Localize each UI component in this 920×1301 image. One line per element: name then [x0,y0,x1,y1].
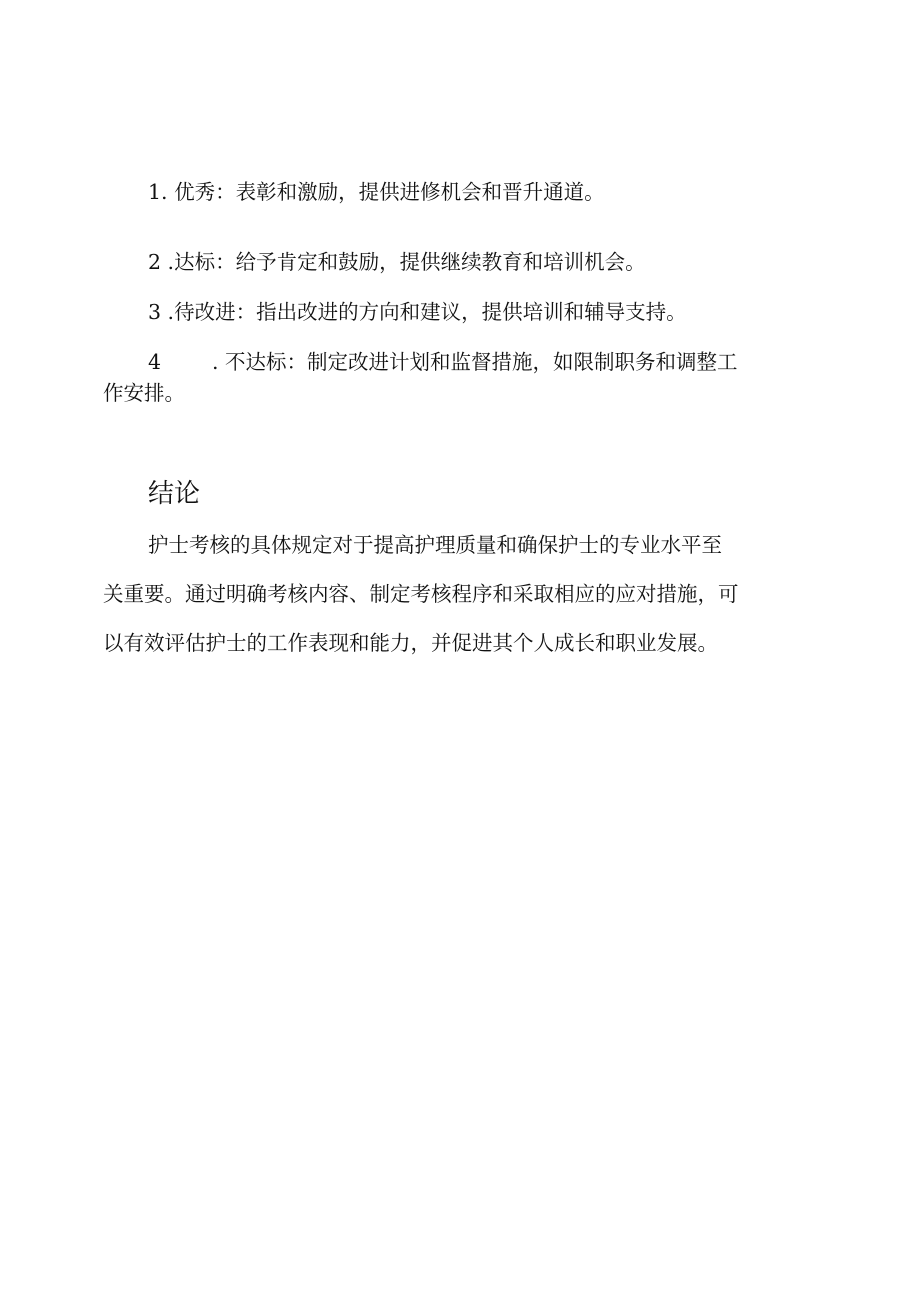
list-item-excellent: 1. 优秀：表彰和激励，提供进修机会和晋升通道。 [148,180,605,204]
list-item-number: 4 [148,350,162,374]
list-item-substandard-continuation: 作安排。 [103,381,185,405]
list-item-standard: 2 .达标：给予肯定和鼓励，提供继续教育和培训机会。 [148,250,646,274]
section-heading: 结论 [148,479,201,509]
list-item-improvement: 3 .待改进：指出改进的方向和建议，提供培训和辅导支持。 [148,300,687,324]
list-item-text: . 不达标：制定改进计划和监督措施，如限制职务和调整工 [212,350,738,374]
paragraph-line: 护士考核的具体规定对于提高护理质量和确保护士的专业水平至 [148,533,722,557]
paragraph-line: 以有效评估护士的工作表现和能力，并促进其个人成长和职业发展。 [103,631,718,655]
paragraph-line: 关重要。通过明确考核内容、制定考核程序和采取相应的应对措施，可 [103,582,739,606]
list-item-substandard [148,347,738,377]
